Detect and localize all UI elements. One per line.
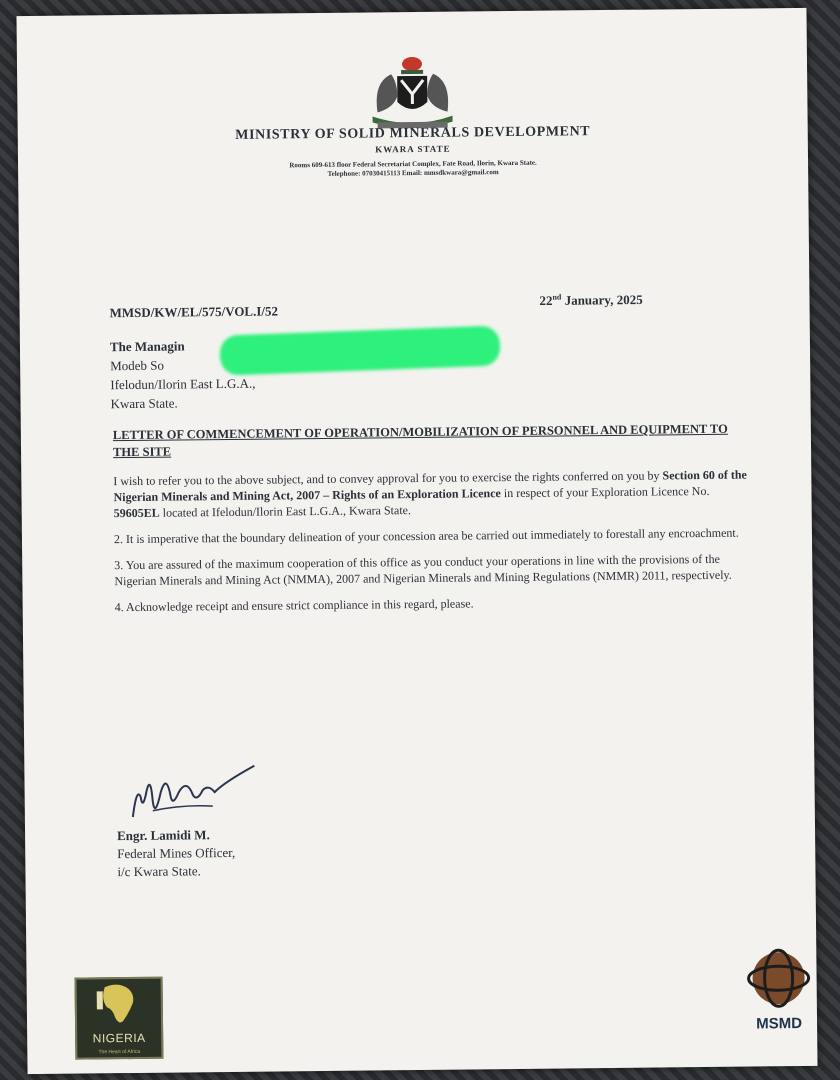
letter-date: 22nd January, 2025 xyxy=(539,291,643,309)
signer-block xyxy=(117,826,236,881)
msmd-wordmark: MSMD xyxy=(756,1014,803,1033)
addressee-line: Kwara State. xyxy=(110,395,178,412)
addressee-line: Ifelodun/Ilorin East L.G.A., xyxy=(110,375,256,393)
ministry-contact: Telephone: 07030415113 Email: mmsdkwara@gmail.com xyxy=(327,168,499,178)
nigeria-tagline: The Heart of Africa xyxy=(98,1048,141,1056)
nigeria-logo-icon xyxy=(75,977,164,1060)
letterhead xyxy=(18,122,808,181)
signature-icon xyxy=(112,755,313,837)
nigeria-wordmark: NIGERIA xyxy=(92,1030,146,1046)
signer-name: Engr. Lamidi M. xyxy=(116,827,210,844)
msmd-logo-icon xyxy=(738,948,819,1039)
signer-title: Federal Mines Officer, xyxy=(117,844,236,862)
coat-of-arms-icon xyxy=(357,51,468,132)
addressee-line: Modeb So xyxy=(110,357,165,374)
paragraph-3: 3. You are assured of the maximum cooperation of this office as you conduct your operations in line with the provisions of the Nigerian Minerals and Mining Act (NMMA), 2007 and Nigerian Minerals and Mining Regulations (NMMR) 2011, respectively. xyxy=(114,551,732,589)
redaction-mark xyxy=(219,325,500,375)
ministry-address: Rooms 609-613 floor Federal Secretariat Complex, Fate Road, Ilorin, Kwara State. xyxy=(289,158,537,170)
reference-number: MMSD/KW/EL/575/VOL.I/52 xyxy=(109,303,279,321)
africa-map-icon xyxy=(77,979,162,1030)
signer-office: i/c Kwara State. xyxy=(117,863,201,880)
addressee-line: The Managin xyxy=(109,338,185,355)
ministry-state: KWARA STATE xyxy=(375,143,451,155)
paragraph-1: I wish to refer you to the above subject, and to convey approval for you to exercise the rights conferred on you by Section 60 of the Nigerian Minerals and Mining Act, 2007 – Rights of an Exploration Licence in respect of your Exploration Licence No. 59605EL located at Ifelodun/Ilorin East L.G.A., Kwara State. xyxy=(113,467,747,521)
ministry-name: MINISTRY OF SOLID MINERALS DEVELOPMENT xyxy=(235,124,591,143)
letter-page xyxy=(16,8,817,1074)
msmd-emblem-icon xyxy=(743,948,814,1011)
letter-subject: LETTER OF COMMENCEMENT OF OPERATION/MOBILIZATION OF PERSONNEL AND EQUIPMENT TO THE SITE xyxy=(112,421,728,460)
letter-body xyxy=(113,466,755,625)
paragraph-4: 4. Acknowledge receipt and ensure strict compliance in this regard, please. xyxy=(114,596,474,615)
paragraph-2: 2. It is imperative that the boundary delineation of your concession area be carried out immediately to forestall any encroachment. xyxy=(113,525,739,547)
